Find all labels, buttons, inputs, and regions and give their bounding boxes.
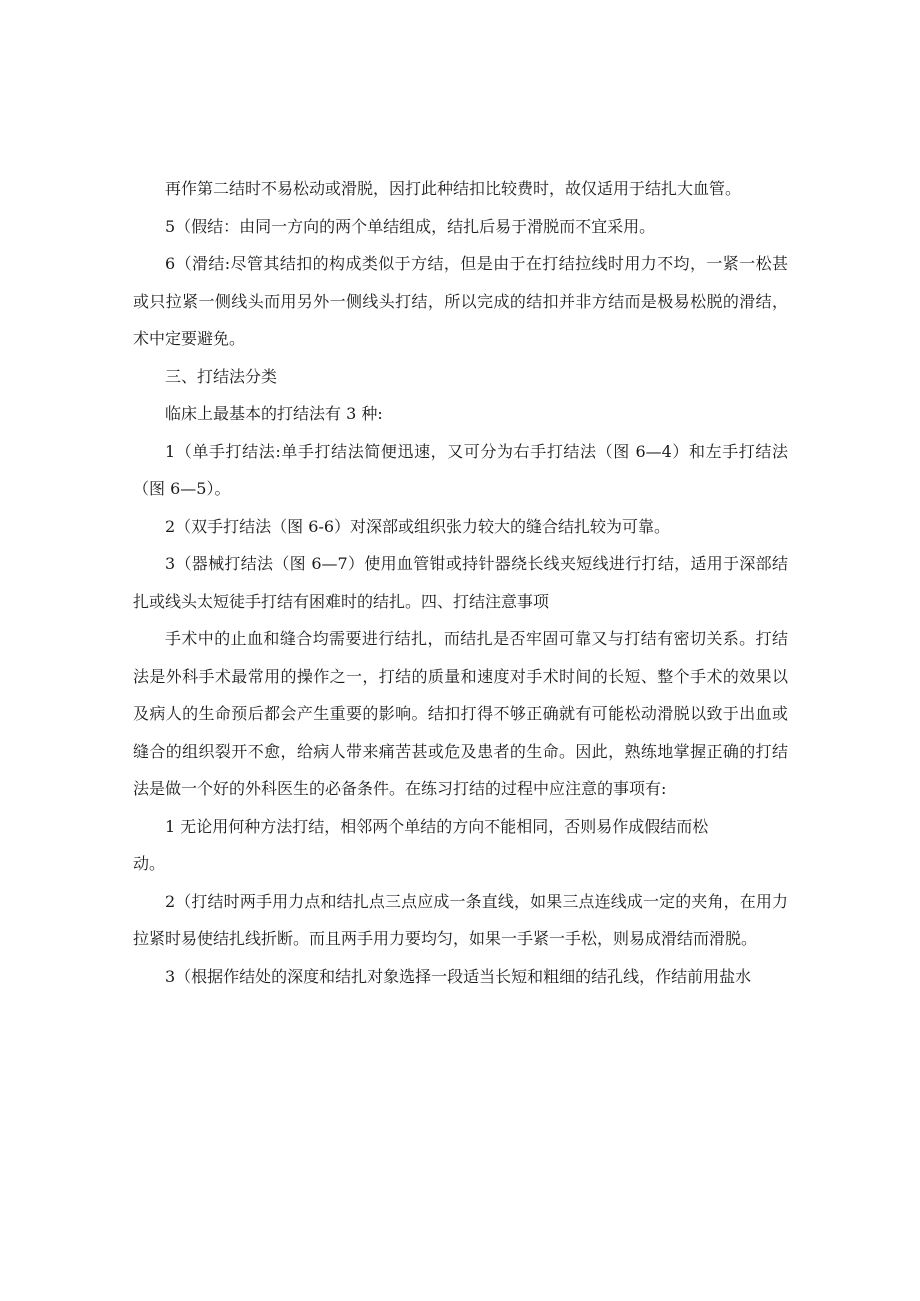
paragraph-note-3: 3（根据作结处的深度和结扎对象选择一段适当长短和粗细的结孔线，作结前用盐水 bbox=[165, 966, 752, 986]
paragraph-note-1-continued: 动。 bbox=[133, 854, 166, 873]
paragraph-one-hand-method: 1（单手打结法:单手打结法简便迅速，又可分为右手打结法（图 6—4）和左手打结法（图 6—5）。 bbox=[133, 441, 788, 498]
section-heading-knot-methods: 三、打结法分类 bbox=[165, 366, 278, 386]
paragraph-note-2: 2（打结时两手用力点和结扎点三点应成一条直线，如果三点连线成一定的夹角，在用力拉紧时易使结扎线折断。而且两手用力要均匀，如果一手紧一手松，则易成滑结而滑脱。 bbox=[133, 891, 788, 948]
document-body bbox=[133, 170, 788, 995]
paragraph-instrument-method: 3（器械打结法（图 6—7）使用血管钳或持针器绕长线夹短线进行打结，适用于深部结扎或线头太短徒手打结有困难时的结扎。四、打结注意事项 bbox=[133, 554, 788, 611]
paragraph-slip-knot: 6（滑结:尽管其结扣的构成类似于方结，但是由于在打结拉线时用力不均，一紧一松甚或只拉紧一侧线头而用另外一侧线头打结，所以完成的结扣并非方结而是极易松脱的滑结，术中定要避免。 bbox=[133, 254, 788, 348]
paragraph-note-1: 1 无论用何种方法打结，相邻两个单结的方向不能相同，否则易作成假结而松 bbox=[165, 816, 709, 836]
paragraph-second-knot: 再作第二结时不易松动或滑脱，因打此种结扣比较费时，故仅适用于结扎大血管。 bbox=[165, 179, 742, 198]
paragraph-three-methods: 临床上最基本的打结法有 3 种: bbox=[165, 404, 383, 423]
paragraph-two-hand-method: 2（双手打结法（图 6-6）对深部或组织张力较大的缝合结扎较为可靠。 bbox=[165, 516, 671, 536]
paragraph-false-knot: 5（假结：由同一方向的两个单结组成，结扎后易于滑脱而不宜采用。 bbox=[165, 216, 656, 236]
paragraph-knot-importance: 手术中的止血和缝合均需要进行结扎，而结扎是否牢固可靠又与打结有密切关系。打结法是外科手术最常用的操作之一，打结的质量和速度对手术时间的长短、整个手术的效果以及病人的生命预后都会产生重要的影响。结扣打得不够正确就有可能松动滑脱以致于出血或缝合的组织裂开不愈，给病人带来痛苦甚或危及患者的生命。因此，熟练地掌握正确的打结法是做一个好的外科医生的必备条件。在练习打结的过程中应注意的事项有: bbox=[133, 629, 788, 798]
